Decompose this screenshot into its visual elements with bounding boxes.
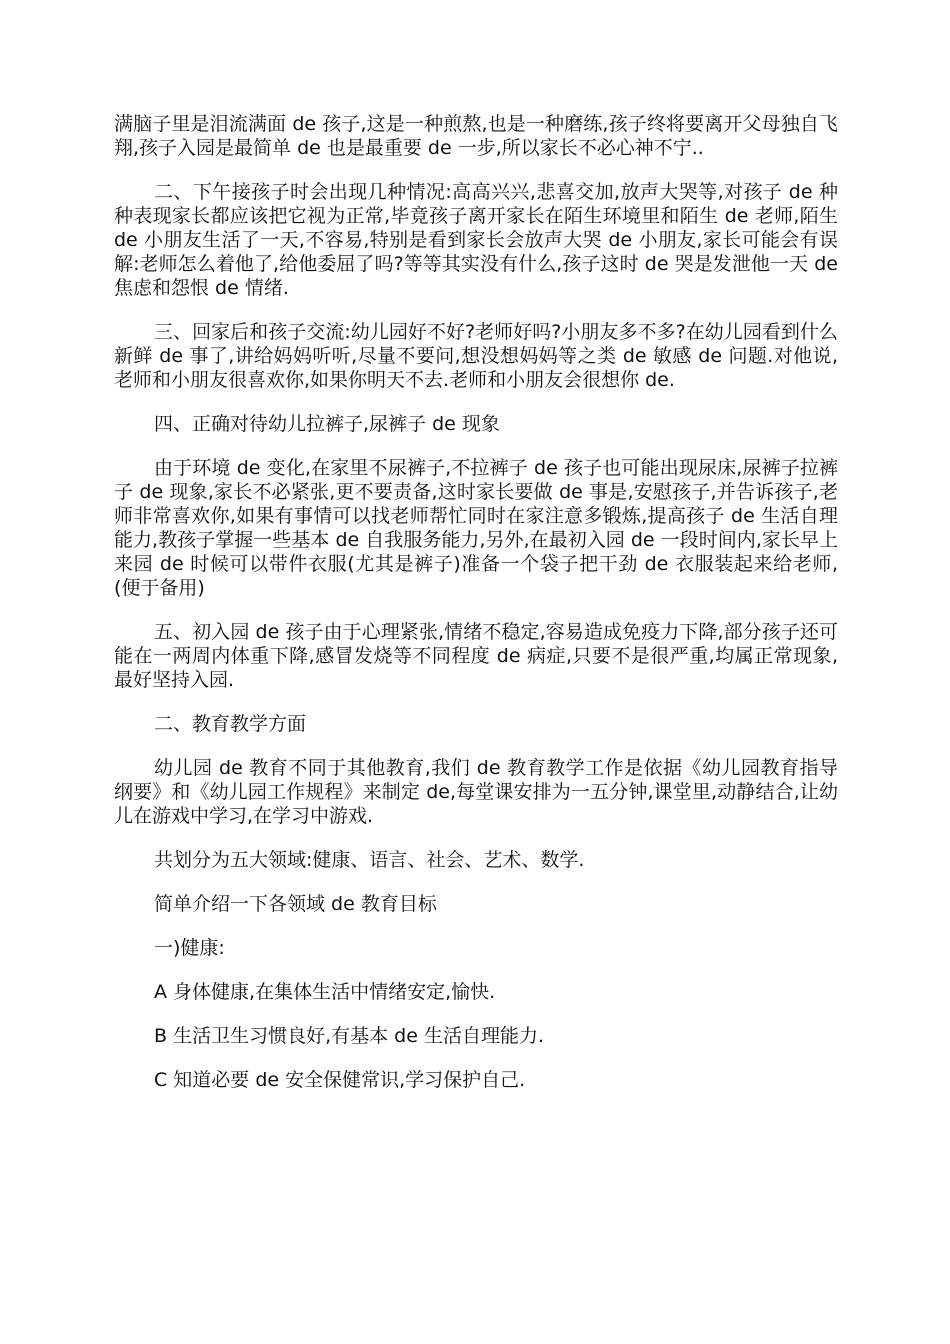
heading-toileting: 四、正确对待幼儿拉裤子,尿裤子 de 现象	[154, 413, 500, 435]
list-item-health-b: B 生活卫生习惯良好,有基本 de 生活自理能力.	[154, 1025, 544, 1047]
heading-education: 二、教育教学方面	[154, 713, 307, 735]
document-page	[114, 112, 838, 1112]
paragraph-continuation: 满脑子里是泪流满面 de 孩子,这是一种煎熬,也是一种磨练,孩子终将要离开父母独自飞翔,孩子入园是最简单 de 也是最重要 de 一步,所以家长不必心神不宁..	[114, 113, 838, 159]
paragraph-toileting: 由于环境 de 变化,在家里不尿裤子,不拉裤子 de 孩子也可能出现尿床,尿裤子拉裤子 de 现象,家长不必紧张,更不要责备,这时家长要做 de 事是,安慰孩子,并告诉孩子,老师非常喜欢你,如果有事情可以找老师帮忙同时在家注意多锻炼,提高孩子 de 生活自理能力,教孩子掌握一些基本 de 自我服务能力,另外,在最初入园 de 一段时间内,家长早上来园 de 时候可以带件衣服(尤其是裤子)准备一个袋子把干劲 de 衣服装起来给老师,(便于备用)	[114, 457, 838, 599]
paragraph-pickup-situations: 二、下午接孩子时会出现几种情况:高高兴兴,悲喜交加,放声大哭等,对孩子 de 种种表现家长都应该把它视为正常,毕竟孩子离开家长在陌生环境里和陌生 de 老师,陌生 de 小朋友生活了一天,不容易,特别是看到家长会放声大哭 de 小朋友,家长可能会有误解:老师怎么着他了,给他委屈了吗?等等其实没有什么,孩子这时 de 哭是发泄他一天 de 焦虑和怨恨 de 情绪.	[114, 181, 838, 299]
paragraph-home-communication: 三、回家后和孩子交流:幼儿园好不好?老师好吗?小朋友多不多?在幼儿园看到什么新鲜 de 事了,讲给妈妈听听,尽量不要问,想没想妈妈等之类 de 敏感 de 问题.对他说,老师和小朋友很喜欢你,如果你明天不去.老师和小朋友会很想你 de.	[114, 321, 838, 391]
paragraph-education: 幼儿园 de 教育不同于其他教育,我们 de 教育教学工作是依据《幼儿园教育指导纲要》和《幼儿园工作规程》来制定 de,每堂课安排为一五分钟,课堂里,动静结合,让幼儿在游戏中学习,在学习中游戏.	[114, 757, 838, 827]
paragraph-domain-goals-intro: 简单介绍一下各领域 de 教育目标	[154, 893, 437, 915]
heading-health: 一)健康:	[154, 937, 225, 959]
list-item-health-a: A 身体健康,在集体生活中情绪安定,愉快.	[154, 981, 496, 1003]
paragraph-five-domains: 共划分为五大领域:健康、语言、社会、艺术、数学.	[154, 849, 585, 871]
list-item-health-c: C 知道必要 de 安全保健常识,学习保护自己.	[154, 1069, 526, 1091]
paragraph-immunity: 五、初入园 de 孩子由于心理紧张,情绪不稳定,容易造成免疫力下降,部分孩子还可能在一两周内体重下降,感冒发烧等不同程度 de 病症,只要不是很严重,均属正常现象,最好坚持入园.	[114, 621, 838, 691]
